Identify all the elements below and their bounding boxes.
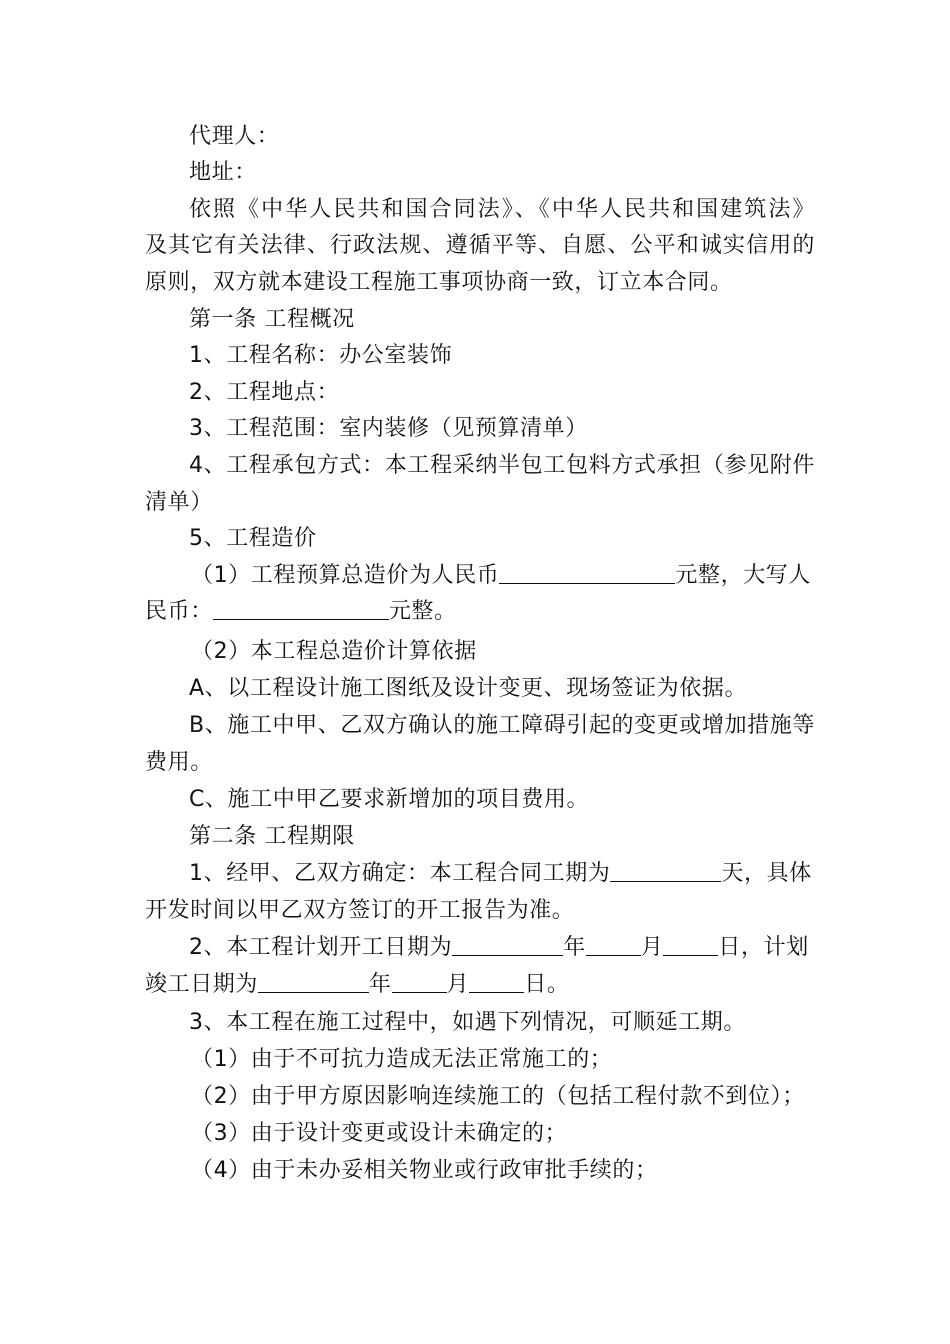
- blank-field[interactable]: [452, 933, 563, 956]
- clause-text: 竣工日期为: [145, 972, 259, 997]
- sub-item: A、以工程设计施工图纸及设计变更、现场签证为依据。: [189, 676, 748, 701]
- sub-item-continued: 费用。: [145, 750, 213, 775]
- blank-field[interactable]: [610, 859, 721, 882]
- clause-text: 月: [640, 935, 664, 960]
- clause-text: 2、本工程计划开工日期为: [189, 935, 453, 960]
- sub-item: （4）由于未办妥相关物业或行政审批手续的；: [191, 1158, 658, 1183]
- clause-item-line: [189, 859, 815, 889]
- section-heading: 第二条 工程期限: [189, 824, 355, 849]
- clause-text: 年: [369, 972, 392, 997]
- clause-text: 日。: [524, 972, 570, 997]
- clause-text: 天，具体: [721, 861, 812, 886]
- agent-label: 代理人：: [189, 124, 280, 149]
- sub-item: （3）由于设计变更或设计未确定的；: [191, 1121, 568, 1146]
- blank-field[interactable]: [586, 933, 641, 956]
- sub-item-line: [145, 597, 815, 627]
- sub-item: （1）由于不可抗力造成无法正常施工的；: [191, 1047, 613, 1072]
- address-label: 地址：: [189, 160, 257, 185]
- paragraph-line: 及其它有关法律、行政法规、遵循平等、自愿、公平和诚实信用的: [145, 233, 815, 258]
- clause-text: 日，计划: [718, 935, 809, 960]
- blank-field[interactable]: [213, 597, 389, 620]
- clause-text: 年: [563, 935, 586, 960]
- clause-item-line: [145, 970, 815, 1000]
- sub-item-text: （1）工程预算总造价为人民币: [191, 563, 500, 588]
- sub-item: （2）由于甲方原因影响连续施工的（包括工程付款不到位）；: [191, 1084, 805, 1109]
- blank-field[interactable]: [663, 933, 718, 956]
- clause-item: 3、工程范围：室内装修（见预算清单）: [189, 416, 588, 441]
- clause-item: 1、工程名称：办公室装饰: [189, 343, 453, 368]
- clause-text: 月: [446, 972, 470, 997]
- blank-field[interactable]: [258, 970, 369, 993]
- sub-item-text: 民币：: [145, 599, 213, 624]
- paragraph-line: 依照《中华人民共和国合同法》、《中华人民共和国建筑法》: [189, 197, 815, 222]
- sub-item: （2）本工程总造价计算依据: [191, 639, 477, 664]
- sub-item-text: 元整。: [388, 599, 457, 624]
- clause-item: 2、工程地点：: [189, 380, 340, 405]
- clause-item: 5、工程造价: [189, 526, 317, 551]
- section-heading: 第一条 工程概况: [189, 307, 355, 332]
- clause-item-line: [189, 933, 815, 963]
- sub-item-text: 元整，大写人: [675, 563, 812, 588]
- blank-field[interactable]: [499, 561, 675, 584]
- paragraph-line: 原则，双方就本建设工程施工事项协商一致，订立本合同。: [145, 270, 733, 295]
- clause-item: 3、本工程在施工过程中，如遇下列情况，可顺延工期。: [189, 1010, 746, 1035]
- sub-item: B、施工中甲、乙双方确认的施工障碍引起的变更或增加措施等: [189, 713, 815, 738]
- clause-item: 4、工程承包方式：本工程采纳半包工包料方式承担（参见附件: [189, 453, 815, 478]
- sub-item-line: [191, 561, 815, 591]
- clause-text: 1、经甲、乙双方确定：本工程合同工期为: [189, 861, 611, 886]
- clause-item-continued: 清单）: [145, 490, 213, 515]
- blank-field[interactable]: [392, 970, 447, 993]
- blank-field[interactable]: [469, 970, 524, 993]
- clause-item-continued: 开发时间以甲乙双方签订的开工报告为准。: [145, 898, 575, 923]
- sub-item: C、施工中甲乙要求新增加的项目费用。: [189, 787, 590, 812]
